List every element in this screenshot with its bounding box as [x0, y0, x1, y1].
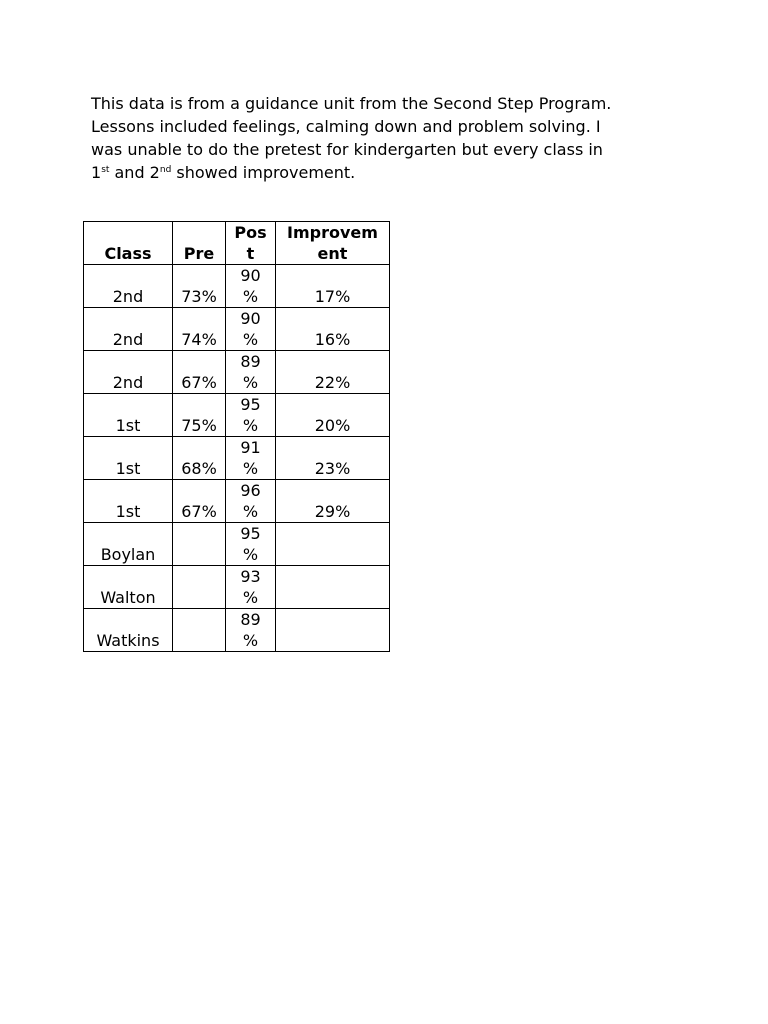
cell-improvement: 23%	[276, 437, 390, 480]
table-row	[84, 308, 390, 351]
cell-post	[226, 437, 276, 480]
cell-post-line1: 96	[240, 481, 261, 500]
intro-paragraph	[91, 92, 691, 184]
cell-class: 2nd	[84, 308, 173, 351]
header-improvement-line2: ent	[317, 244, 348, 263]
cell-post-line2: %	[242, 502, 259, 521]
cell-post-line2: %	[242, 631, 259, 650]
cell-improvement	[276, 609, 390, 652]
cell-class: Walton	[84, 566, 173, 609]
table-header	[84, 222, 390, 265]
cell-improvement: 16%	[276, 308, 390, 351]
header-improvement-line1: Improvem	[287, 223, 378, 242]
cell-post-line1: 91	[240, 438, 261, 457]
cell-pre: 68%	[173, 437, 226, 480]
intro-line-4-part3: showed improvement.	[171, 163, 356, 182]
header-post	[226, 222, 276, 265]
cell-post-line1: 95	[240, 395, 261, 414]
cell-pre	[173, 566, 226, 609]
cell-pre: 67%	[173, 351, 226, 394]
cell-improvement: 20%	[276, 394, 390, 437]
table-row	[84, 265, 390, 308]
cell-post	[226, 566, 276, 609]
cell-post	[226, 480, 276, 523]
table-row	[84, 437, 390, 480]
cell-post	[226, 265, 276, 308]
intro-line-4-sup2: nd	[159, 165, 172, 175]
table-body	[84, 265, 390, 652]
cell-post-line1: 93	[240, 567, 261, 586]
intro-line-2: Lessons included feelings, calming down and problem solving. I	[91, 117, 601, 136]
cell-class: 1st	[84, 394, 173, 437]
cell-post-line1: 95	[240, 524, 261, 543]
intro-line-4-part2: and 2	[109, 163, 160, 182]
cell-pre	[173, 609, 226, 652]
table-row	[84, 480, 390, 523]
cell-post-line2: %	[242, 459, 259, 478]
results-table	[83, 221, 390, 652]
cell-post-line1: 89	[240, 352, 261, 371]
cell-class: Watkins	[84, 609, 173, 652]
header-pre: Pre	[173, 222, 226, 265]
header-improvement	[276, 222, 390, 265]
cell-improvement	[276, 523, 390, 566]
intro-line-4-sup1: st	[101, 165, 110, 175]
cell-class: 1st	[84, 480, 173, 523]
header-post-line1: Pos	[234, 223, 267, 242]
cell-improvement: 22%	[276, 351, 390, 394]
header-post-line2: t	[246, 244, 255, 263]
cell-pre: 73%	[173, 265, 226, 308]
intro-line-4-part1: 1	[91, 163, 102, 182]
table-row	[84, 394, 390, 437]
cell-post-line2: %	[242, 416, 259, 435]
cell-post-line2: %	[242, 545, 259, 564]
cell-improvement: 17%	[276, 265, 390, 308]
cell-post-line1: 90	[240, 266, 261, 285]
cell-pre	[173, 523, 226, 566]
cell-post-line2: %	[242, 588, 259, 607]
cell-class: 2nd	[84, 265, 173, 308]
table-row	[84, 566, 390, 609]
cell-post	[226, 308, 276, 351]
cell-post	[226, 609, 276, 652]
cell-class: 1st	[84, 437, 173, 480]
cell-post-line2: %	[242, 330, 259, 349]
cell-class: 2nd	[84, 351, 173, 394]
header-class: Class	[84, 222, 173, 265]
intro-line-1: This data is from a guidance unit from the Second Step Program.	[91, 94, 612, 113]
cell-post	[226, 523, 276, 566]
cell-post-line1: 90	[240, 309, 261, 328]
cell-post-line1: 89	[240, 610, 261, 629]
cell-pre: 75%	[173, 394, 226, 437]
cell-improvement	[276, 566, 390, 609]
header-row	[84, 222, 390, 265]
cell-post	[226, 394, 276, 437]
cell-post	[226, 351, 276, 394]
cell-pre: 67%	[173, 480, 226, 523]
table-row	[84, 609, 390, 652]
intro-line-3: was unable to do the pretest for kindergarten but every class in	[91, 140, 603, 159]
cell-class: Boylan	[84, 523, 173, 566]
cell-improvement: 29%	[276, 480, 390, 523]
table-row	[84, 351, 390, 394]
cell-pre: 74%	[173, 308, 226, 351]
cell-post-line2: %	[242, 373, 259, 392]
table-row	[84, 523, 390, 566]
cell-post-line2: %	[242, 287, 259, 306]
